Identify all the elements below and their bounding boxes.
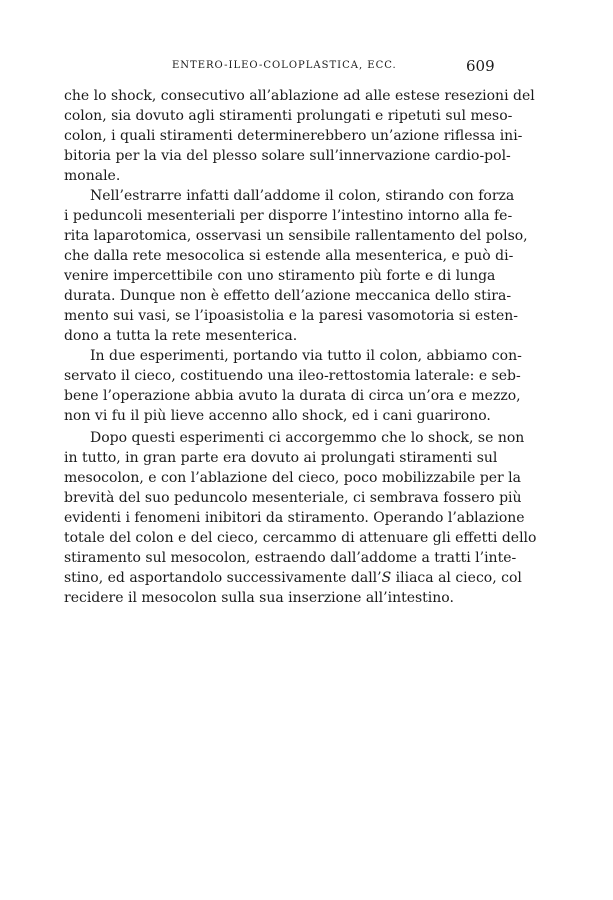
text-line: Dopo questi esperimenti ci accorgemmo che lo shock, se non (90, 430, 525, 446)
text-segment: stino, ed asportandolo successivamente dall’ (64, 570, 382, 586)
text-line: i peduncoli mesenteriali per disporre l’intestino intorno alla fe- (64, 208, 513, 224)
text-line: recidere il mesocolon sulla sua inserzione all’intestino. (64, 590, 454, 606)
text-segment: iliaca al cieco, col (391, 570, 522, 586)
text-line: monale. (64, 168, 121, 184)
text-line: venire impercettibile con uno stiramento più forte e di lunga (64, 268, 496, 284)
text-line: mesocolon, e con l’ablazione del cieco, poco mobilizzabile per la (64, 470, 521, 486)
text-line: durata. Dunque non è effetto dell’azione meccanica dello stira- (64, 288, 512, 304)
text-line: bitoria per la via del plesso solare sull’innervazione cardio-pol- (64, 148, 511, 164)
text-line (64, 568, 522, 588)
text-line: rita laparotomica, osservasi un sensibile rallentamento del polso, (64, 228, 528, 244)
text-line: che dalla rete mesocolica si estende alla mesenterica, e può di- (64, 248, 514, 264)
text-line: dono a tutta la rete mesenterica. (64, 328, 298, 344)
text-line: colon, sia dovuto agli stiramenti prolungati e ripetuti sul meso- (64, 108, 513, 124)
text-line: mento sui vasi, se l’ipoasistolia e la paresi vasomotoria si esten- (64, 308, 518, 324)
text-line: totale del colon e del cieco, cercammo di attenuare gli effetti dello (64, 530, 537, 546)
text-line: Nell’estrarre infatti dall’addome il colon, stirando con forza (90, 188, 515, 204)
running-title: ENTERO-ILEO-COLOPLASTICA, ECC. (172, 60, 397, 71)
page-number: 609 (466, 57, 495, 75)
text-line: servato il cieco, costituendo una ileo-rettostomia laterale: e seb- (64, 368, 521, 384)
text-line: In due esperimenti, portando via tutto il colon, abbiamo con- (90, 348, 522, 364)
text-line: bene l’operazione abbia avuto la durata di circa un’ora e mezzo, (64, 388, 521, 404)
text-line: colon, i quali stiramenti determinerebbero un’azione riflessa ini- (64, 128, 523, 144)
text-line: stiramento sul mesocolon, estraendo dall’addome a tratti l’inte- (64, 550, 517, 566)
text-line: evidenti i fenomeni inibitori da stiramento. Operando l’ablazione (64, 510, 525, 526)
text-line: in tutto, in gran parte era dovuto ai prolungati stiramenti sul (64, 450, 498, 466)
text-line: non vi fu il più lieve accenno allo shock, ed i cani guarirono. (64, 408, 491, 424)
text-line: brevità del suo peduncolo mesenteriale, ci sembrava fossero più (64, 490, 522, 506)
italic-segment: S (381, 570, 392, 586)
text-line: che lo shock, consecutivo all’ablazione ad alle estese resezioni del (64, 88, 535, 104)
